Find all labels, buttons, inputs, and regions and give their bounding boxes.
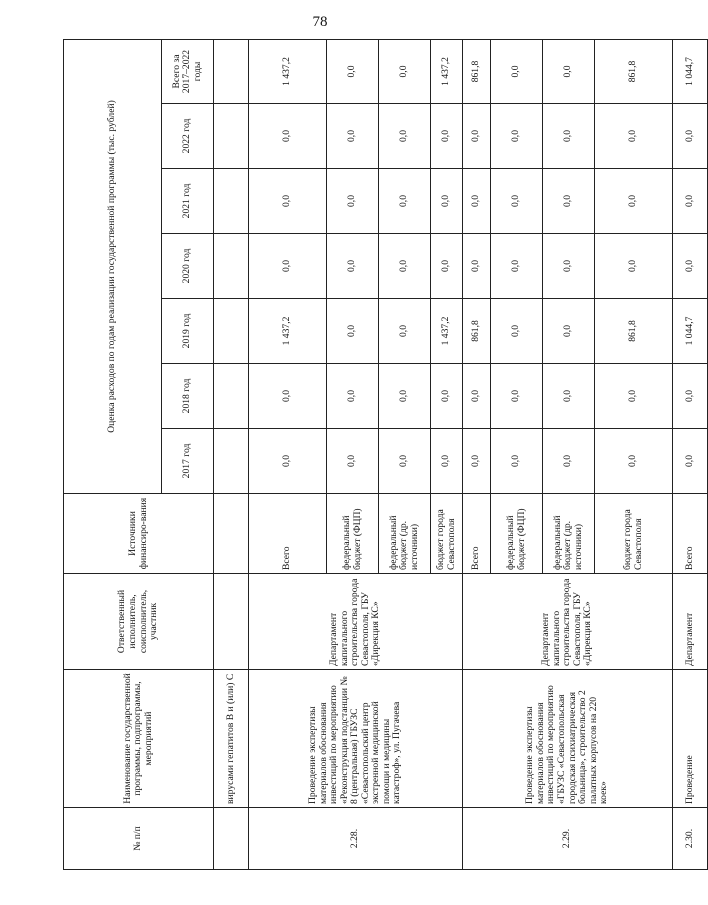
value-cell-total: 1 437,2 xyxy=(431,39,463,103)
value-cell-total: 0,0 xyxy=(491,39,543,103)
value-cell: 0,0 xyxy=(431,364,463,429)
value-cell: 0,0 xyxy=(543,364,595,429)
value-cell-total: 861,8 xyxy=(595,39,673,103)
value-cell-total: 0,0 xyxy=(543,39,595,103)
value-cell: 0,0 xyxy=(327,364,379,429)
value-cell-total: 0,0 xyxy=(327,39,379,103)
value-cell: 0,0 xyxy=(379,234,431,299)
table-row xyxy=(463,39,491,869)
value-cell: 0,0 xyxy=(463,364,491,429)
row-executor: Департамент капитального строительства города Севастополя, ГБУ «Дирекция КС» xyxy=(249,574,463,670)
value-cell: 0,0 xyxy=(595,169,673,234)
value-cell: 0,0 xyxy=(491,299,543,364)
value-cell: 0,0 xyxy=(249,234,327,299)
empty-cell xyxy=(214,299,249,364)
value-cell: 0,0 xyxy=(673,104,708,169)
header-estimate: Оценка расходов по годам реализации государственной программы (тыс. рублей) xyxy=(64,39,162,493)
row-source: федеральный бюджет (ФЦП) xyxy=(327,494,379,574)
value-cell: 0,0 xyxy=(327,104,379,169)
value-cell: 0,0 xyxy=(673,429,708,494)
value-cell: 0,0 xyxy=(491,169,543,234)
value-cell-total: 1 044,7 xyxy=(673,39,708,103)
row-source: федеральный бюджет (ФЦП) xyxy=(491,494,543,574)
header-source: Источники финансиро-вания xyxy=(64,494,214,574)
value-cell: 0,0 xyxy=(327,234,379,299)
page-number: 78 xyxy=(312,14,328,30)
value-cell: 0,0 xyxy=(463,429,491,494)
value-cell: 0,0 xyxy=(327,169,379,234)
empty-cell xyxy=(214,234,249,299)
row-number: 2.30. xyxy=(673,808,708,870)
value-cell: 0,0 xyxy=(463,169,491,234)
value-cell: 0,0 xyxy=(249,429,327,494)
empty-cell xyxy=(214,574,249,670)
value-cell: 0,0 xyxy=(491,104,543,169)
value-cell: 0,0 xyxy=(595,104,673,169)
value-cell: 1 437,2 xyxy=(249,299,327,364)
row-source: Всего xyxy=(249,494,327,574)
table-row xyxy=(249,39,327,869)
value-cell: 0,0 xyxy=(379,299,431,364)
header-year: 2022 год xyxy=(162,104,214,169)
value-cell: 0,0 xyxy=(379,364,431,429)
header-year: 2018 год xyxy=(162,364,214,429)
value-cell: 0,0 xyxy=(327,299,379,364)
row-source: бюджет города Севастополя xyxy=(431,494,463,574)
empty-cell xyxy=(214,808,249,870)
value-cell: 0,0 xyxy=(379,169,431,234)
table-row xyxy=(673,39,708,869)
row-number: 2.29. xyxy=(463,808,673,870)
row-name: Проведение экспертизы материалов обоснования инвестиций по мероприятию «Реконструкция подстанции № 8 (центральная) ГБУЗС «Севастопольский центр экстренной медицинской помощи и медицины катастроф», ул. Пугачева xyxy=(249,670,463,808)
value-cell: 0,0 xyxy=(379,104,431,169)
value-cell: 0,0 xyxy=(673,169,708,234)
header-year: 2017 год xyxy=(162,429,214,494)
value-cell: 0,0 xyxy=(249,104,327,169)
empty-cell xyxy=(214,429,249,494)
row-source: бюджет города Севастополя xyxy=(595,494,673,574)
header-executor: Ответственный исполнитель, соисполнитель, участник xyxy=(64,574,214,670)
value-cell: 0,0 xyxy=(249,169,327,234)
value-cell: 0,0 xyxy=(491,364,543,429)
header-name: Наименование государственной программы, подпрограммы, мероприятий xyxy=(64,670,214,808)
header-year-total: Всего за 2017–2022 годы xyxy=(162,39,214,103)
value-cell: 0,0 xyxy=(463,104,491,169)
value-cell: 0,0 xyxy=(543,104,595,169)
row-name: Проведение xyxy=(673,670,708,808)
empty-cell xyxy=(214,169,249,234)
row-executor: Департамент капитального строительства города Севастополя, ГБУ «Дирекция КС» xyxy=(463,574,673,670)
value-cell: 1 044,7 xyxy=(673,299,708,364)
header-num: № п/п xyxy=(64,808,214,870)
header-year: 2020 год xyxy=(162,234,214,299)
value-cell-total: 0,0 xyxy=(379,39,431,103)
value-cell: 861,8 xyxy=(595,299,673,364)
header-year: 2019 год xyxy=(162,299,214,364)
value-cell: 0,0 xyxy=(431,169,463,234)
value-cell: 0,0 xyxy=(595,364,673,429)
empty-cell xyxy=(214,494,249,574)
empty-cell xyxy=(214,39,249,103)
row-source: федеральный бюджет (др. источники) xyxy=(543,494,595,574)
value-cell-total: 861,8 xyxy=(463,39,491,103)
value-cell-total: 1 437,2 xyxy=(249,39,327,103)
value-cell: 0,0 xyxy=(543,429,595,494)
value-cell: 0,0 xyxy=(673,364,708,429)
value-cell: 0,0 xyxy=(463,234,491,299)
value-cell: 0,0 xyxy=(543,234,595,299)
empty-cell xyxy=(214,104,249,169)
value-cell: 0,0 xyxy=(431,104,463,169)
row-number: 2.28. xyxy=(249,808,463,870)
budget-table xyxy=(63,39,708,870)
header-year: 2021 год xyxy=(162,169,214,234)
value-cell: 1 437,2 xyxy=(431,299,463,364)
value-cell: 0,0 xyxy=(595,429,673,494)
value-cell: 0,0 xyxy=(491,234,543,299)
rotated-table-container xyxy=(63,40,695,870)
row-source: федеральный бюджет (др. источники) xyxy=(379,494,431,574)
value-cell: 0,0 xyxy=(673,234,708,299)
value-cell: 0,0 xyxy=(249,364,327,429)
value-cell: 0,0 xyxy=(543,299,595,364)
continued-text: вирусами гепатитов В и (или) С xyxy=(214,670,249,808)
value-cell: 0,0 xyxy=(491,429,543,494)
row-source: Всего xyxy=(463,494,491,574)
row-executor: Департамент xyxy=(673,574,708,670)
value-cell: 0,0 xyxy=(431,429,463,494)
row-source: Всего xyxy=(673,494,708,574)
value-cell: 0,0 xyxy=(543,169,595,234)
value-cell: 0,0 xyxy=(595,234,673,299)
row-name: Проведение экспертизы материалов обоснования инвестиций по мероприятию «ГБУЗС «Севастопольская городская психиатрическая больница», строительство 2 палатных корпусов на 220 коек» xyxy=(463,670,673,808)
empty-cell xyxy=(214,364,249,429)
value-cell: 0,0 xyxy=(431,234,463,299)
value-cell: 0,0 xyxy=(379,429,431,494)
value-cell: 0,0 xyxy=(327,429,379,494)
value-cell: 861,8 xyxy=(463,299,491,364)
